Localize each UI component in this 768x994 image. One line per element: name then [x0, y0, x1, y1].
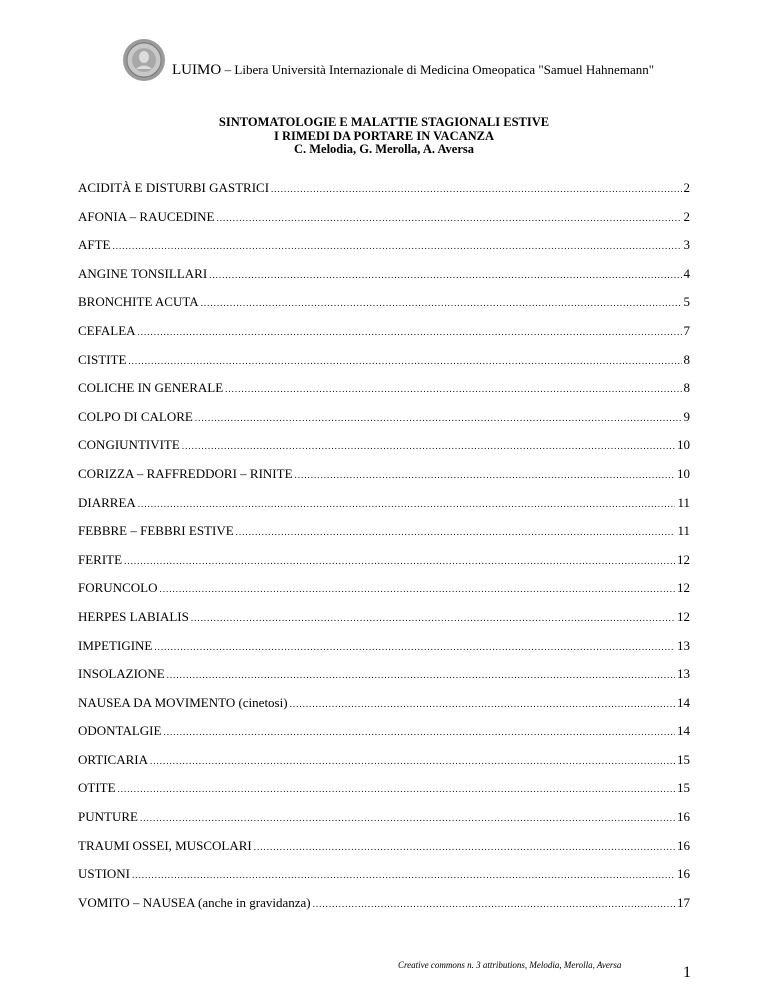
toc-entry[interactable]	[78, 380, 690, 409]
toc-entry-label: VOMITO – NAUSEA (anche in gravidanza)	[78, 894, 311, 910]
toc-entry-page: 16	[677, 837, 690, 853]
toc-entry-page: 10	[677, 437, 690, 453]
toc-entry-page: 4	[683, 265, 690, 281]
toc-entry-label: FORUNCOLO	[78, 580, 158, 596]
toc-entry-page: 3	[683, 237, 690, 253]
table-of-contents	[78, 180, 690, 923]
toc-entry[interactable]	[78, 437, 690, 466]
toc-entry-label: IMPETIGINE	[78, 637, 153, 653]
document-title	[0, 116, 768, 157]
toc-entry-page: 9	[683, 408, 690, 424]
toc-leader-dots	[159, 584, 675, 594]
header-brand: LUIMO	[172, 61, 222, 78]
toc-entry-label: AFTE	[78, 237, 111, 253]
toc-leader-dots	[150, 756, 675, 766]
toc-entry[interactable]	[78, 523, 690, 552]
toc-entry-page: 7	[683, 322, 690, 338]
toc-entry[interactable]	[78, 695, 690, 724]
toc-leader-dots	[191, 613, 675, 623]
toc-entry-label: ORTICARIA	[78, 751, 148, 767]
toc-entry-label: NAUSEA DA MOVIMENTO (cinetosi)	[78, 694, 288, 710]
toc-entry-page: 8	[683, 380, 690, 396]
toc-entry-page: 12	[677, 580, 690, 596]
toc-leader-dots	[113, 241, 682, 251]
toc-entry-page: 12	[677, 551, 690, 567]
toc-entry[interactable]	[78, 466, 690, 495]
toc-leader-dots	[128, 356, 681, 366]
toc-entry-page: 14	[677, 723, 690, 739]
toc-entry[interactable]	[78, 552, 690, 581]
toc-entry-label: ODONTALGIE	[78, 723, 162, 739]
toc-entry-page: 13	[677, 666, 690, 682]
header-text	[172, 62, 654, 79]
toc-entry[interactable]	[78, 866, 690, 895]
toc-entry[interactable]	[78, 895, 690, 924]
document-header	[122, 38, 654, 82]
toc-entry-label: AFONIA – RAUCEDINE	[78, 208, 215, 224]
toc-entry[interactable]	[78, 266, 690, 295]
toc-leader-dots	[225, 384, 681, 394]
toc-entry-label: COLICHE IN GENERALE	[78, 380, 224, 396]
university-seal-logo	[122, 38, 166, 82]
toc-leader-dots	[118, 784, 675, 794]
toc-leader-dots	[132, 870, 675, 880]
toc-entry-label: FERITE	[78, 551, 123, 567]
toc-entry-page: 17	[677, 894, 690, 910]
header-subtitle: – Libera Università Internazionale di Medicina Omeopatica "Samuel Hahnemann"	[224, 61, 655, 77]
toc-entry[interactable]	[78, 495, 690, 524]
toc-entry-page: 15	[677, 751, 690, 767]
toc-entry-page: 2	[683, 180, 690, 195]
toc-leader-dots	[236, 527, 676, 537]
toc-entry-label: CEFALEA	[78, 322, 136, 338]
toc-entry-page: 15	[677, 780, 690, 796]
toc-entry-label: DIARREA	[78, 494, 136, 510]
toc-entry-label: HERPES LABIALIS	[78, 608, 189, 624]
toc-leader-dots	[254, 842, 675, 852]
toc-entry-page: 11	[677, 494, 690, 510]
toc-entry-label: ANGINE TONSILLARI	[78, 265, 208, 281]
toc-leader-dots	[295, 470, 675, 480]
toc-entry[interactable]	[78, 209, 690, 238]
toc-entry-page: 16	[677, 809, 690, 825]
toc-leader-dots	[124, 556, 675, 566]
toc-entry[interactable]	[78, 409, 690, 438]
toc-entry-page: 12	[677, 608, 690, 624]
toc-leader-dots	[209, 270, 681, 280]
toc-entry[interactable]	[78, 723, 690, 752]
toc-entry[interactable]	[78, 780, 690, 809]
toc-leader-dots	[290, 699, 675, 709]
footer-credit: Creative commons n. 3 attributions, Melodia, Merolla, Aversa	[398, 960, 622, 970]
title-line-1: SINTOMATOLOGIE E MALATTIE STAGIONALI ESTIVE	[218, 115, 550, 129]
toc-entry-label: COLPO DI CALORE	[78, 408, 193, 424]
toc-leader-dots	[138, 327, 682, 337]
toc-leader-dots	[163, 727, 675, 737]
toc-leader-dots	[271, 184, 681, 194]
toc-entry-label: PUNTURE	[78, 809, 138, 825]
toc-entry[interactable]	[78, 294, 690, 323]
toc-entry[interactable]	[78, 609, 690, 638]
toc-entry[interactable]	[78, 180, 690, 209]
toc-entry[interactable]	[78, 809, 690, 838]
toc-entry-label: INSOLAZIONE	[78, 666, 165, 682]
toc-entry-page: 11	[677, 523, 690, 539]
toc-entry-label: OTITE	[78, 780, 116, 796]
toc-entry[interactable]	[78, 752, 690, 781]
toc-entry-label: ACIDITÀ E DISTURBI GASTRICI	[78, 180, 270, 195]
toc-entry-label: USTIONI	[78, 866, 130, 882]
toc-entry-page: 5	[683, 294, 690, 310]
toc-entry-page: 10	[677, 465, 690, 481]
toc-leader-dots	[140, 813, 675, 823]
title-authors: C. Melodia, G. Merolla, A. Aversa	[293, 142, 475, 156]
toc-leader-dots	[217, 213, 682, 223]
toc-entry-page: 16	[677, 866, 690, 882]
toc-leader-dots	[154, 642, 675, 652]
toc-entry-page: 2	[683, 208, 690, 224]
toc-entry-label: TRAUMI OSSEI, MUSCOLARI	[78, 837, 252, 853]
toc-entry[interactable]	[78, 323, 690, 352]
title-line-2: I RIMEDI DA PORTARE IN VACANZA	[273, 128, 495, 143]
toc-entry-page: 8	[683, 351, 690, 367]
toc-entry-page: 14	[677, 694, 690, 710]
toc-entry[interactable]	[78, 666, 690, 695]
toc-entry[interactable]	[78, 638, 690, 667]
toc-entry[interactable]	[78, 838, 690, 867]
toc-leader-dots	[167, 670, 675, 680]
toc-entry[interactable]	[78, 237, 690, 266]
toc-entry-label: CISTITE	[78, 351, 127, 367]
toc-leader-dots	[195, 413, 682, 423]
toc-leader-dots	[313, 899, 675, 909]
toc-entry[interactable]	[78, 352, 690, 381]
toc-leader-dots	[182, 441, 675, 451]
toc-entry-page: 13	[677, 637, 690, 653]
page-number: 1	[683, 964, 691, 981]
toc-entry-label: CORIZZA – RAFFREDDORI – RINITE	[78, 465, 293, 481]
toc-leader-dots	[138, 499, 676, 509]
toc-entry-label: FEBBRE – FEBBRI ESTIVE	[78, 523, 234, 539]
toc-entry-label: CONGIUNTIVITE	[78, 437, 180, 453]
toc-entry[interactable]	[78, 580, 690, 609]
toc-entry-label: BRONCHITE ACUTA	[78, 294, 199, 310]
toc-leader-dots	[201, 298, 682, 308]
